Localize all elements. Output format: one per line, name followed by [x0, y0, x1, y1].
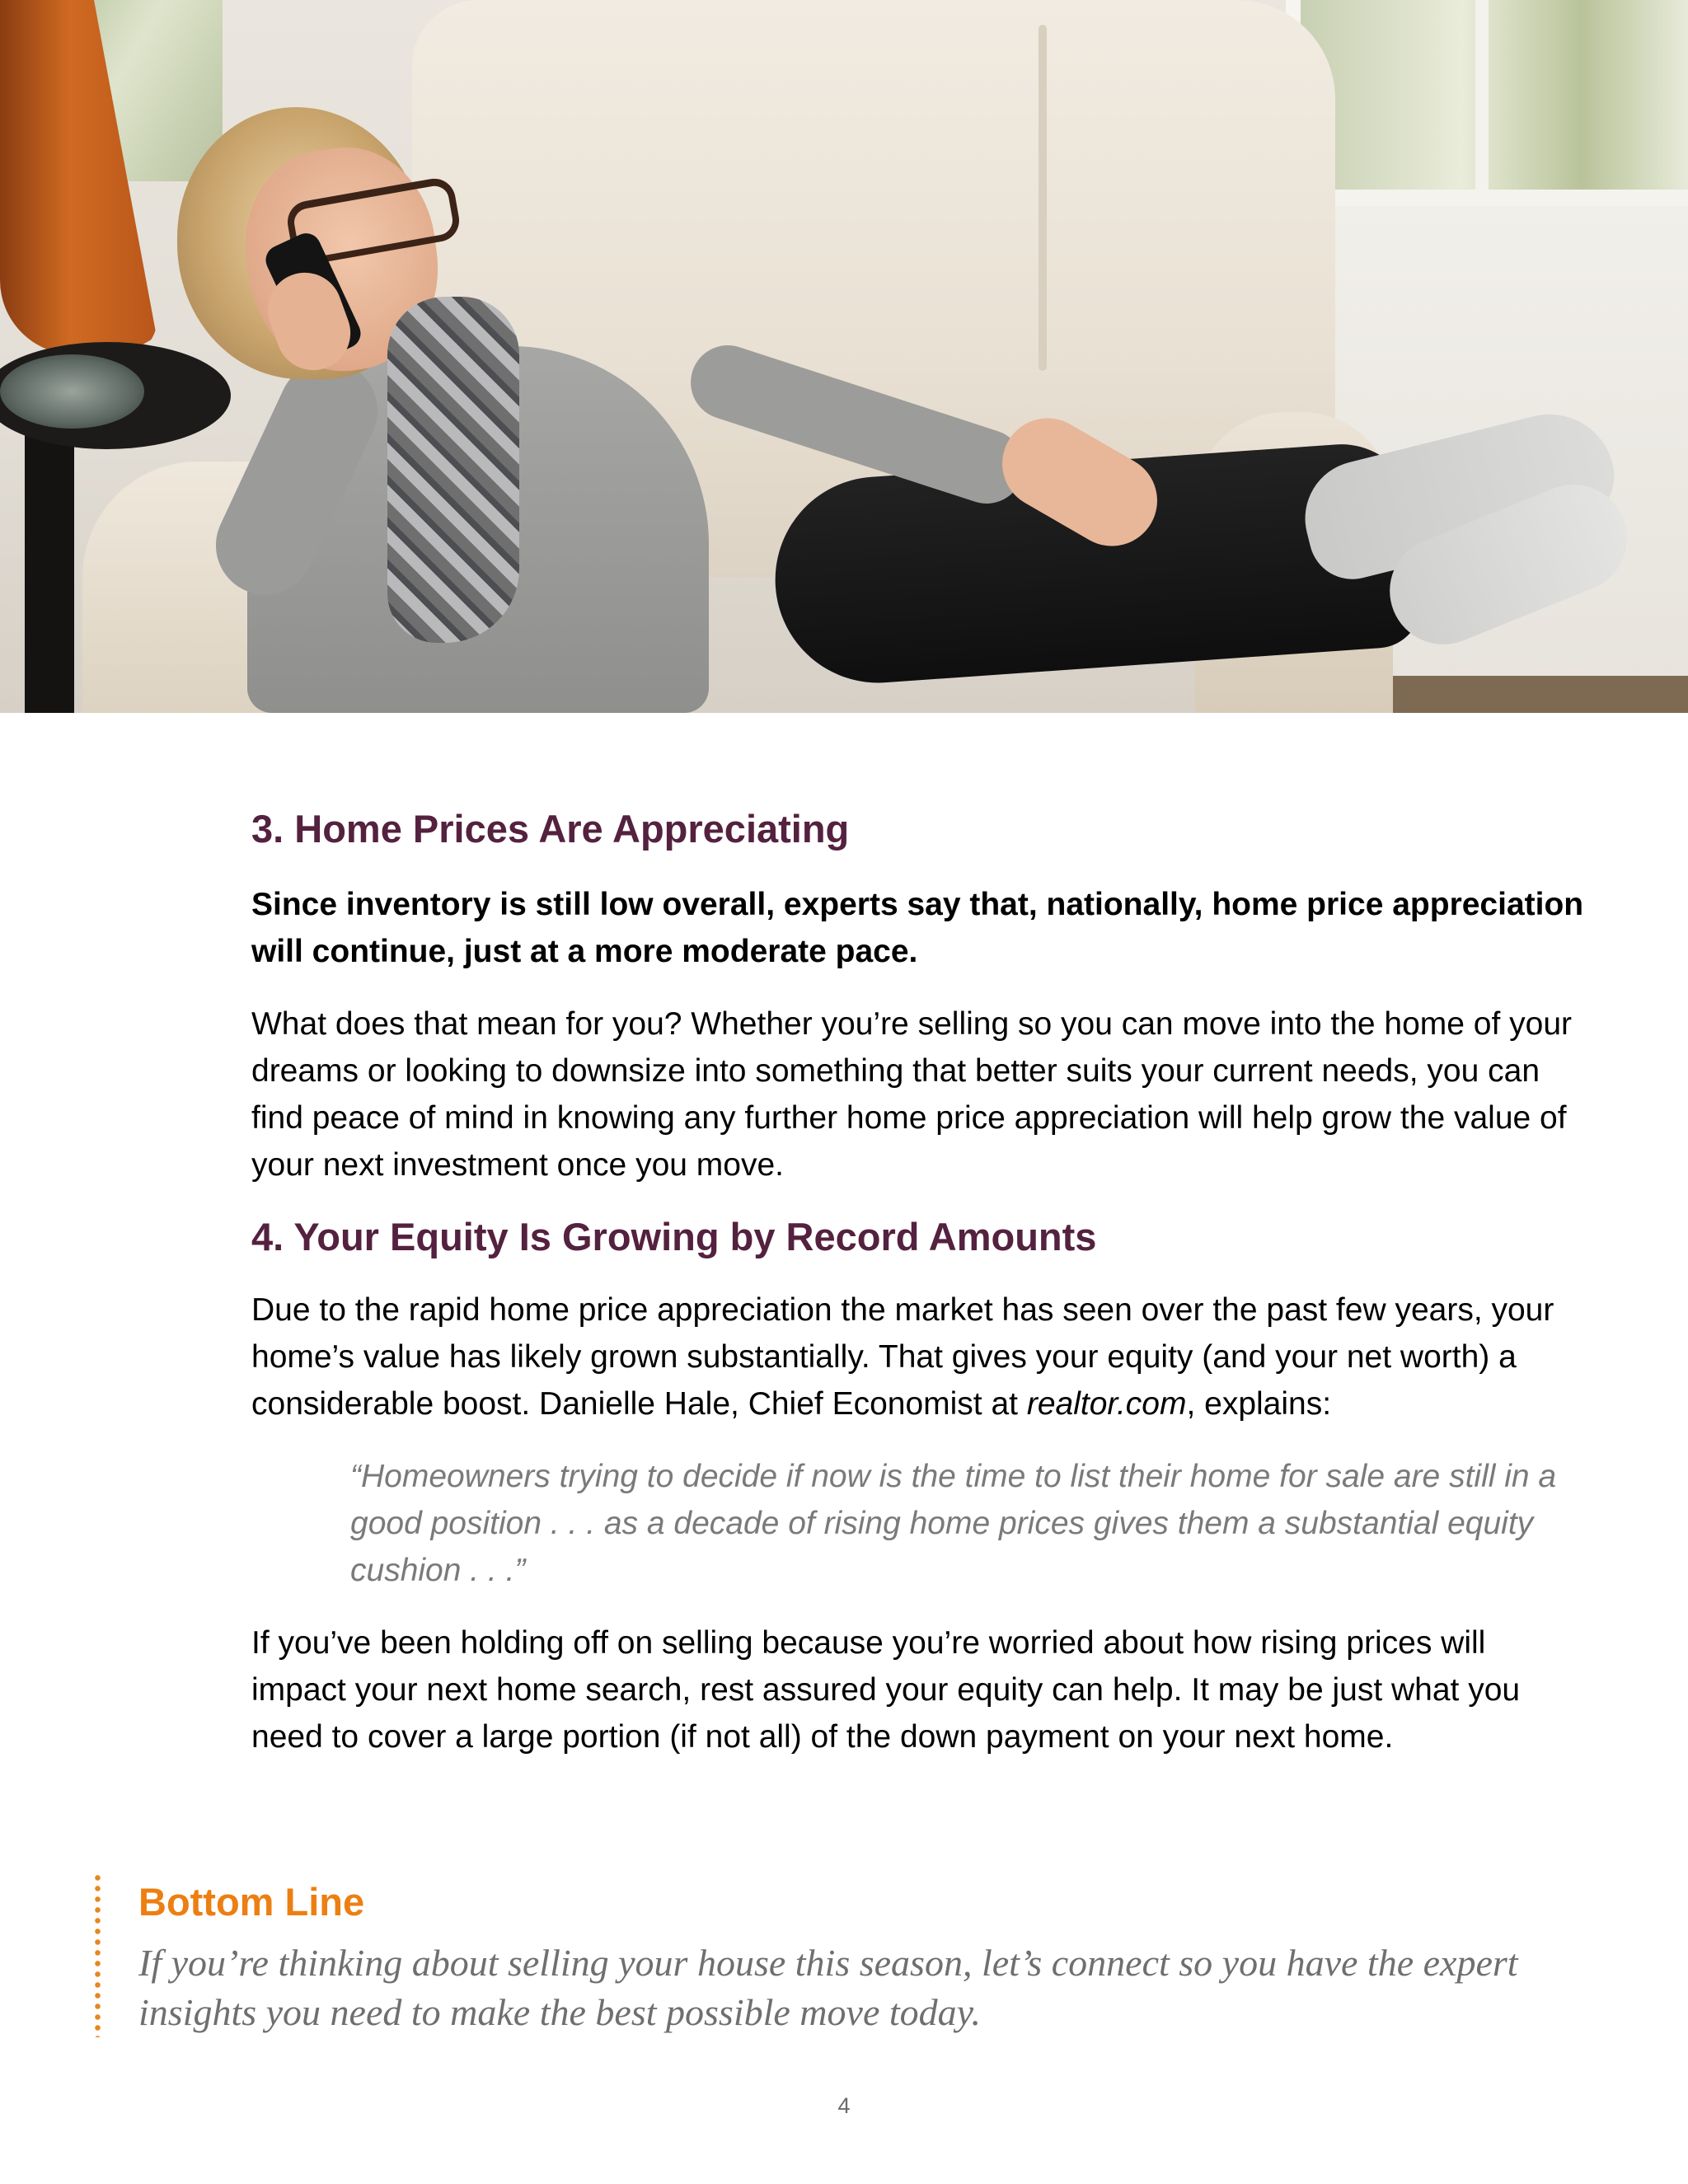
section-3-body: What does that mean for you? Whether you’re selling so you can move into the home of your dreams or looking to downsize into something that better suits your current needs, you can find peace of mind in knowing any further home price appreciation will help grow the value of your next investment once you move.	[251, 1006, 1573, 1183]
section-4-body-end: , explains:	[1186, 1385, 1332, 1422]
woman-scarf	[387, 297, 519, 643]
section-4-closing: If you’ve been holding off on selling because you’re worried about how rising prices will impact your next home search, rest assured your equity can help. It may be just what you need to cover a large portion (if not all) of the down payment on your next home.	[251, 1624, 1521, 1755]
hero-photo	[0, 0, 1688, 713]
section-4-body	[251, 1286, 1587, 1427]
section-3-heading: 3. Home Prices Are Appreciating	[251, 807, 850, 851]
bottom-line-text: If you’re thinking about selling your house this season, let’s connect so you have the expert insights you need to make the best possible move today.	[138, 1942, 1518, 2033]
window-mullion	[1475, 0, 1489, 190]
decorative-dish	[0, 354, 144, 429]
section-4-heading: 4. Your Equity Is Growing by Record Amounts	[251, 1215, 1097, 1259]
floor	[1352, 676, 1688, 713]
section-3-lead: Since inventory is still low overall, experts say that, nationally, home price appreciation will continue, just at a more moderate pace.	[251, 887, 1584, 970]
article-content	[251, 806, 1587, 1760]
armchair-seam	[1039, 25, 1047, 371]
dotted-accent-bar	[95, 1872, 101, 2037]
expert-quote: “Homeowners trying to decide if now is the time to list their home for sale are still in a good position . . . as a decade of rising home prices gives them a substantial equity cushion . . .”	[350, 1458, 1557, 1588]
page-number: 4	[837, 2093, 851, 2118]
section-4-body-text: Due to the rapid home price appreciation the market has seen over the past few years, your home’s value has likely grown substantially. That gives your equity (and your net worth) a considerable boost. Danielle Hale, Chief Economist at	[251, 1291, 1554, 1422]
bottom-line-callout	[95, 1872, 1620, 2041]
bottom-line-title: Bottom Line	[138, 1880, 365, 1924]
source-name: realtor.com	[1026, 1385, 1187, 1422]
